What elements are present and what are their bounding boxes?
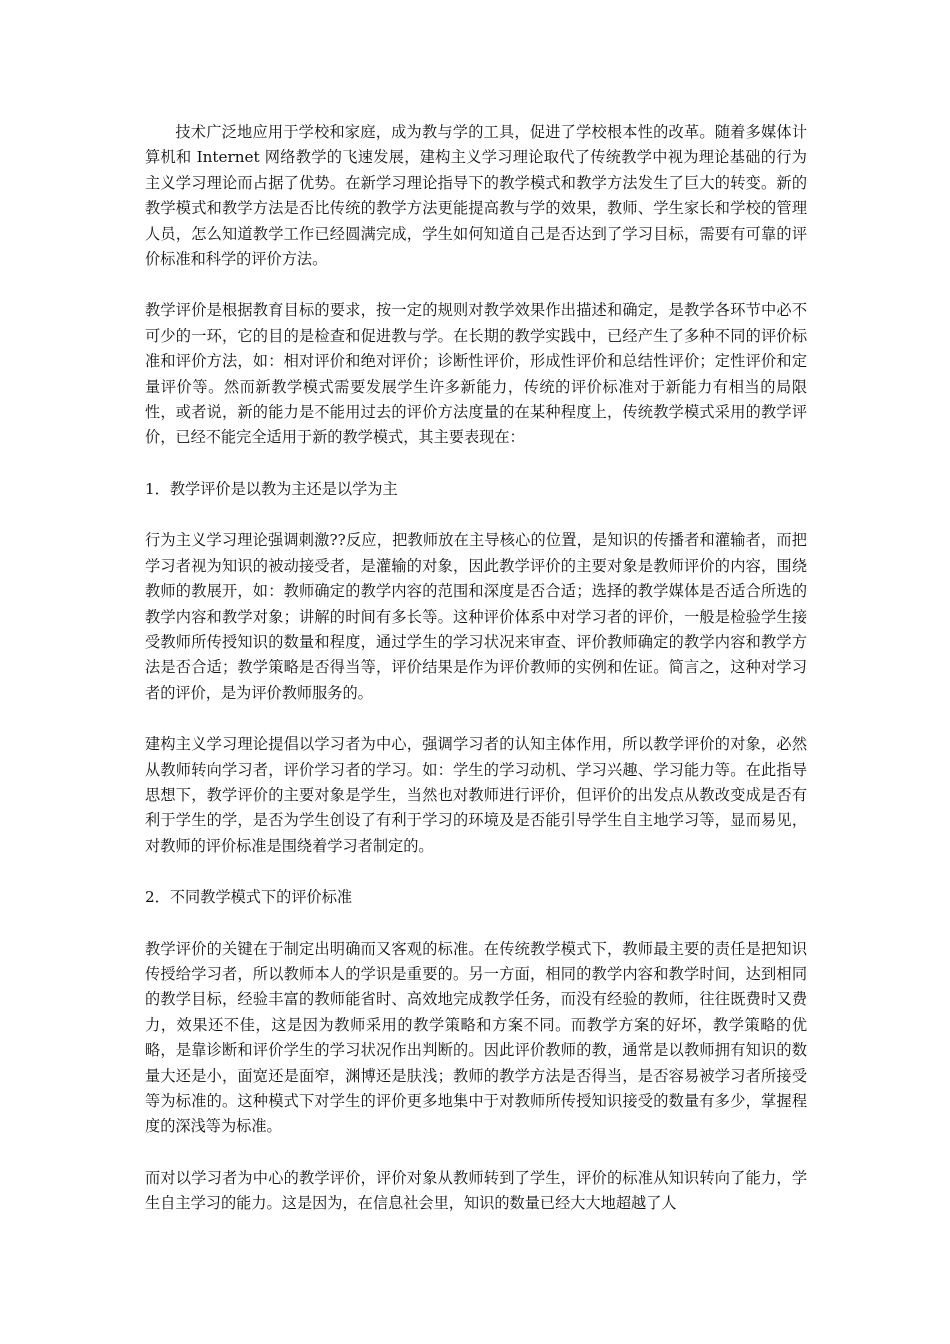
evaluation-definition-paragraph: 教学评价是根据教育目标的要求，按一定的规则对教学效果作出描述和确定，是教学各环节中必不可少的一环，它的目的是检查和促进教与学。在长期的教学实践中，已经产生了多种不同的评价标准和评价方法，如：相对评价和绝对评价；诊断性评价，形成性评价和总结性评价；定性评价和定量评价等。然而新教学模式需要发展学生许多新能力，传统的评价标准对于新能力有相当的局限性，或者说，新的能力是不能用过去的评价方法度量的在某种程度上，传统教学模式采用的教学评价，已经不能完全适用于新的教学模式，其主要表现在： — [145, 301, 807, 447]
learner-centered-paragraph: 而对以学习者为中心的教学评价，评价对象从教师转到了学生，评价的标准从知识转向了能力，学生自主学习的能力。这是因为，在信息社会里，知识的数量已经大大地超越了人 — [145, 1168, 807, 1213]
paragraph-gap — [145, 1140, 807, 1166]
paragraph-gap — [145, 272, 807, 298]
document-page — [145, 120, 807, 1217]
behaviorism-paragraph: 行为主义学习理论强调刺激??反应，把教师放在主导核心的位置，是知识的传播者和灌输者，而把学习者视为知识的被动接受者，是灌输的对象，因此教学评价的主要对象是教师评价的内容，围绕教师的教展开，如：教师确定的教学内容的范围和深度是否合适；选择的教学媒体是否适合所选的教学内容和教学对象；讲解的时间有多长等。这种评价体系中对学习者的评价，一般是检验学生接受教师所传授知识的数量和程度，通过学生的学习状况来审查、评价教师确定的教学内容和教学方法是否合适；教学策略是否得当等，评价结果是作为评价教师的实例和佐证。简言之，这种对学习者的评价，是为评价教师服务的。 — [145, 531, 807, 702]
paragraph-gap — [145, 706, 807, 732]
constructivism-paragraph: 建构主义学习理论提倡以学习者为中心，强调学习者的认知主体作用，所以教学评价的对象，必然从教师转向学习者，评价学习者的学习。如：学生的学习动机、学习兴趣、学习能力等。在此指导思想下，教学评价的主要对象是学生，当然也对教师进行评价，但评价的出发点从教改变成是否有利于学生的学，是否为学生创设了有利于学习的环境及是否能引导学生自主地学习等，显而易见，对教师的评价标准是围绕着学习者制定的。 — [145, 735, 807, 855]
section-heading-2: 2．不同教学模式下的评价标准 — [145, 888, 353, 907]
section-heading-1: 1．教学评价是以教为主还是以学为主 — [145, 479, 398, 498]
paragraph-gap — [145, 502, 807, 528]
intro-paragraph: 技术广泛地应用于学校和家庭，成为教与学的工具，促进了学校根本性的改革。随着多媒体计算机和 Internet 网络教学的飞速发展，建构主义学习理论取代了传统教学中视为理论基础的行为主义学习理论而占据了优势。在新学习理论指导下的教学模式和教学方法发生了巨大的转变。新的教学模式和教学方法是否比传统的教学方法更能提高教与学的效果，教师、学生家长和学校的管理人员，怎么知道教学工作已经圆满完成，学生如何知道自己是否达到了学习目标，需要有可靠的评价标准和科学的评价方法。 — [145, 123, 807, 269]
paragraph-gap — [145, 911, 807, 937]
paragraph-gap — [145, 451, 807, 477]
evaluation-standard-paragraph: 教学评价的关键在于制定出明确而又客观的标准。在传统教学模式下，教师最主要的责任是把知识传授给学习者，所以教师本人的学识是重要的。另一方面，相同的教学内容和教学时间，达到相同的教学目标，经验丰富的教师能省时、高效地完成教学任务，而没有经验的教师，往往既费时又费力，效果还不佳，这是因为教师采用的教学策略和方案不同。而教学方案的好坏，教学策略的优略，是靠诊断和评价学生的学习状况作出判断的。因此评价教师的教，通常是以教师拥有知识的数量大还是小，面宽还是面窄，渊博还是肤浅；教师的教学方法是否得当，是否容易被学习者所接受等为标准的。这种模式下对学生的评价更多地集中于对教师所传授知识接受的数量有多少，掌握程度的深浅等为标准。 — [145, 939, 807, 1136]
paragraph-gap — [145, 859, 807, 885]
